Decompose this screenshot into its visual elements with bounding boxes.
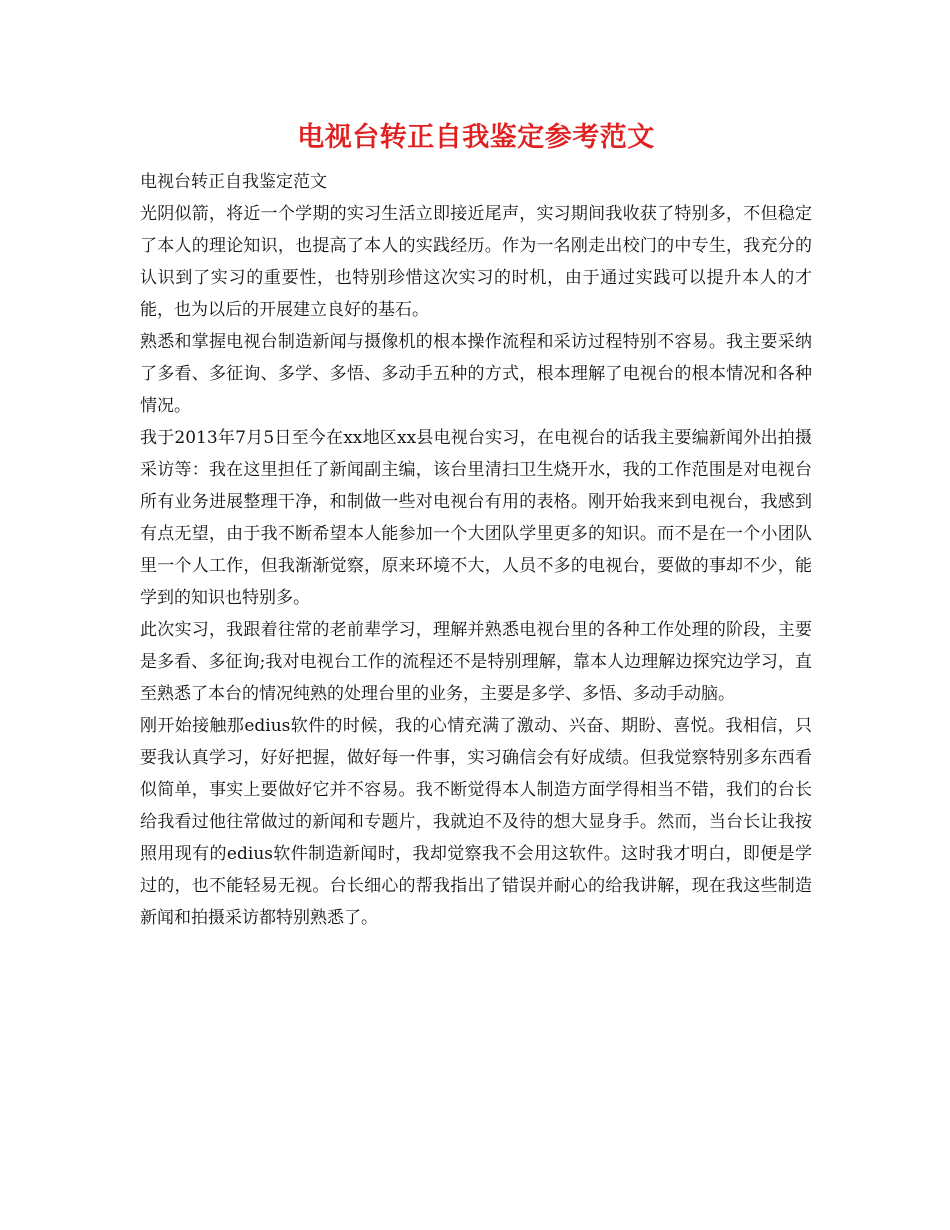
document-subtitle: 电视台转正自我鉴定范文 <box>140 172 327 192</box>
paragraph-1: 光阴似箭，将近一个学期的实习生活立即接近尾声，实习期间我收获了特别多，不但稳定了本人的理论知识，也提高了本人的实践经历。作为一名刚走出校门的中专生，我充分的认识到了实习的重要性，也特别珍惜这次实习的时机，由于通过实践可以提升本人的才能，也为以后的开展建立良好的基石。 <box>140 204 812 320</box>
paragraph-3: 我于2013年7月5日至今在xx地区xx县电视台实习，在电视台的话我主要编新闻外出拍摄采访等：我在这里担任了新闻副主编，该台里清扫卫生烧开水，我的工作范围是对电视台所有业务进展整理干净，和制做一些对电视台有用的表格。刚开始我来到电视台，我感到有点无望，由于我不断希望本人能参加一个大团队学里更多的知识。而不是在一个小团队里一个人工作，但我渐渐觉察，原来环境不大，人员不多的电视台，要做的事却不少，能学到的知识也特别多。 <box>140 428 812 608</box>
paragraph-5: 刚开始接触那edius软件的时候，我的心情充满了激动、兴奋、期盼、喜悦。我相信，只要我认真学习，好好把握，做好每一件事，实习确信会有好成绩。但我觉察特别多东西看似简单，事实上要做好它并不容易。我不断觉得本人制造方面学得相当不错，我们的台长给我看过他往常做过的新闻和专题片，我就迫不及待的想大显身手。然而，当台长让我按照用现有的edius软件制造新闻时，我却觉察我不会用这软件。这时我才明白，即便是学过的，也不能轻易无视。台长细心的帮我指出了错误并耐心的给我讲解，现在我这些制造新闻和拍摄采访都特别熟悉了。 <box>140 716 812 928</box>
paragraph-4: 此次实习，我跟着往常的老前辈学习，理解并熟悉电视台里的各种工作处理的阶段，主要是多看、多征询;我对电视台工作的流程还不是特别理解，靠本人边理解边探究边学习，直至熟悉了本台的情况纯熟的处理台里的业务，主要是多学、多悟、多动手动脑。 <box>140 620 812 704</box>
paragraph-2: 熟悉和掌握电视台制造新闻与摄像机的根本操作流程和采访过程特别不容易。我主要采纳了多看、多征询、多学、多悟、多动手五种的方式，根本理解了电视台的根本情况和各种情况。 <box>140 332 812 416</box>
page-title: 电视台转正自我鉴定参考范文 <box>297 122 655 153</box>
document-page <box>140 118 812 934</box>
